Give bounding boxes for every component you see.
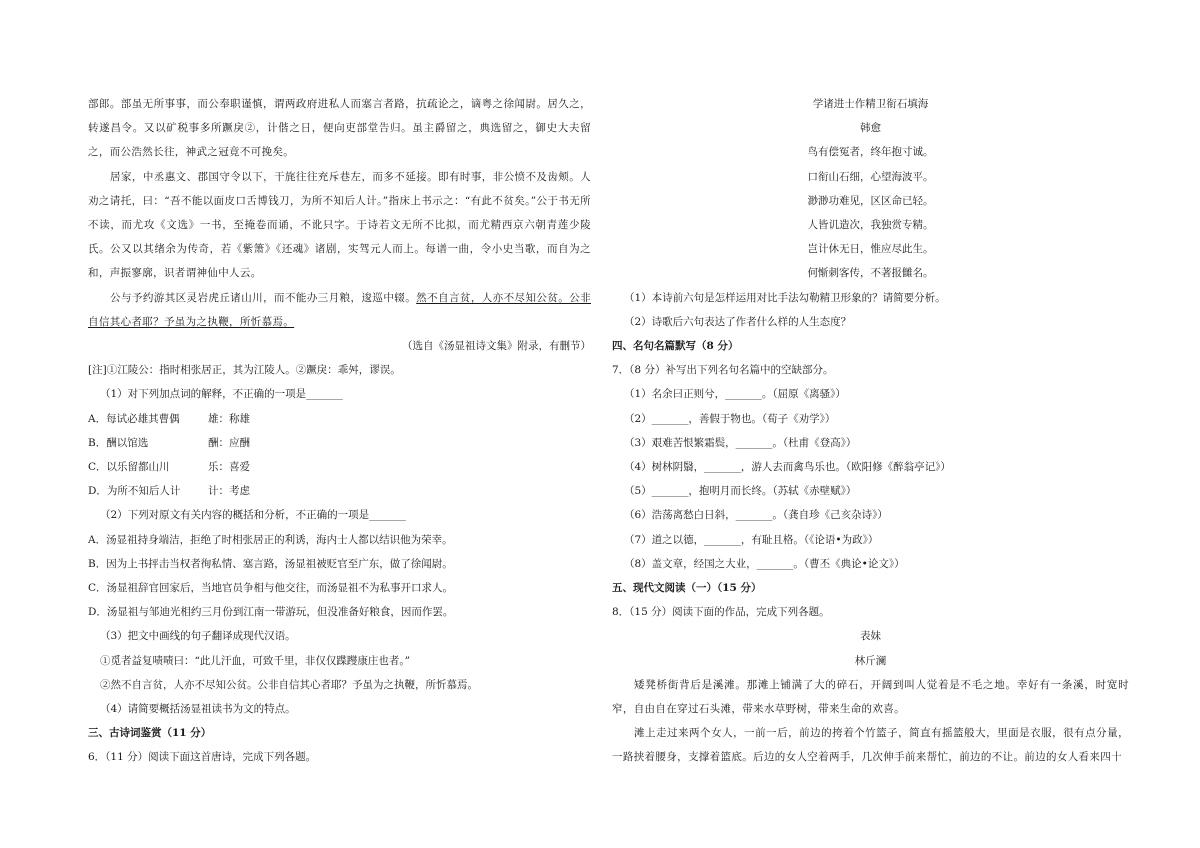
story-paragraph-1: 矮凳桥街背后是溪滩。那滩上铺满了大的碎石，开阔到叫人觉着是不毛之地。幸好有一条溪，时宽时窄，自由自在穿过石头滩，带来水草野树，带来生命的欢喜。 [612, 678, 1129, 716]
section-4-heading: 四、名句名篇默写（8 分） [612, 340, 739, 353]
left-column [88, 92, 591, 770]
story-title: 表妹 [860, 630, 881, 643]
poem-question-2: （2）诗歌后六句表达了作者什么样的人生态度？ [624, 315, 852, 328]
q7-item: （6）浩荡离愁白日斜，_______。（龚自珍《己亥杂诗》） [624, 509, 888, 522]
question-1: （1）对下列加点词的解释，不正确的一项是_______ [100, 388, 343, 401]
story-paragraph-2: 滩上走过来两个女人，一前一后，前边的挎着个竹篮子，简直有摇篮般大，里面是衣服，很有点分量，一路挟着腰身，支撑着篮底。后边的女人空着两手，几次伸手前来帮忙，前边的不让。前边的女人看来四十 [612, 727, 1129, 764]
q3-item-2: ②然不自言贫，人亦不尽知公贫。公非自信其心者耶？予虽为之执鞭，所忻慕焉。 [100, 678, 478, 691]
q1-option-b: B．酬以馆选 酬：应酬 [88, 436, 250, 449]
underlined-sentence: 然不自言贫，人亦不尽知公贫。公非自信其心者耶？予虽为之执鞭，所忻慕焉。 [88, 291, 591, 328]
biography-paragraph-2: 居家，中丞惠文、郡国守令以下，干旄往往充斥巷左，而多不延接。即有时事，非公愤不及齿颊。人劝之请托，曰：“吾不能以面皮口舌博钱刀，为所不知后人计。”指床上书示之：“有此不贫矣。”公于书无所不读，而尤攻《文选》一书，至掩卷而诵，不讹只字。于诗若文无所不比拟，而尤精西京六朝青莲少陵氏。公又以其绪余为传奇，若《紫箫》《还魂》诸剧，实驾元人而上。每谱一曲，令小史当歌，而自为之和，声振寥廓，识者谓神仙中人云。 [88, 170, 591, 280]
question-2: （2）下列对原文有关内容的概括和分析，不正确的一项是_______ [100, 509, 406, 522]
biography-paragraph-3 [88, 286, 591, 334]
right-column [612, 92, 1129, 770]
poem-line: 人皆讥造次，我独赏专精。 [807, 219, 934, 232]
question-4: （4）请简要概括汤显祖读书为文的特点。 [100, 703, 296, 716]
section-5-heading: 五、现代文阅读（一）（15 分） [612, 582, 762, 595]
question-7: 7．（8 分）补写出下列名句名篇中的空缺部分。 [612, 364, 834, 377]
q7-item: （1）名余曰正则兮，_______。（屈原《离骚》） [624, 388, 846, 401]
poem-question-1: （1）本诗前六句是怎样运用对比手法勾勒精卫形象的？请简要分析。 [624, 291, 946, 304]
q1-option-c: C．以乐留都山川 乐：喜爱 [88, 461, 250, 474]
question-6: 6．（11 分）阅读下面这首唐诗，完成下列各题。 [88, 751, 317, 764]
q7-item: （3）艰难苦恨繁霜鬓，_______。（杜甫《登高》） [624, 436, 857, 449]
q1-option-d: D．为所不知后人计 计：考虑 [88, 485, 250, 498]
poem-line: 口衔山石细，心望海波平。 [807, 170, 934, 183]
question-8: 8．（15 分）阅读下面的作品，完成下列各题。 [612, 606, 830, 619]
q2-option-d: D．汤显祖与邹迪光相约三月份到江南一带游玩，但没准备好粮食，因而作罢。 [88, 606, 454, 619]
poem-author: 韩愈 [860, 122, 881, 135]
biography-paragraph-1: 部郎。部虽无所事事，而公奉职谨慎，谓两政府进私人而塞言者路，抗疏论之，谪粤之徐闻尉。居久之，转遂昌令。又以矿税事多所蹶戾②，计偕之日，便向吏部堂告归。虽主爵留之，典选留之，御史大夫留之，而公浩然长往，神武之冠竟不可挽矣。 [88, 98, 591, 159]
section-3-heading: 三、古诗词鉴赏（11 分） [88, 727, 212, 740]
q1-option-a: A．每试必雄其曹偶 雄：称雄 [88, 412, 250, 425]
q2-option-c: C．汤显祖辞官回家后，当地官员争相与他交往，而汤显祖不为私事开口求人。 [88, 582, 454, 595]
q7-item: （8）盖文章，经国之大业，_______。（曹丕《典论•论文》） [624, 557, 905, 570]
q7-item: （4）树林阴翳，_______，游人去而禽鸟乐也。（欧阳修《醉翁亭记》） [624, 461, 951, 474]
q2-option-a: A．汤显祖持身端洁，拒绝了时相张居正的利诱，海内士人都以结识他为荣幸。 [88, 533, 453, 546]
q3-item-1: ①觅者益复啧啧曰：“此儿汗血，可致千里，非仅仅蹀躞康庄也者。” [100, 654, 410, 667]
source-citation: （选自《汤显祖诗文集》附录，有删节） [402, 340, 591, 353]
poem-line: 岂计休无日，惟应尽此生。 [807, 243, 934, 256]
annotation-note: [注]①江陵公：指时相张居正，其为江陵人。②蹶戾：乖舛，谬误。 [88, 364, 401, 377]
poem-line: 鸟有偿冤者，终年抱寸诚。 [807, 146, 934, 159]
poem-line: 何惭刺客传，不著报雠名。 [807, 267, 934, 280]
q7-item: （2）_______，善假于物也。（荀子《劝学》） [624, 412, 836, 425]
q2-option-b: B．因为上书抨击当权者徇私情、塞言路，汤显祖被贬官至广东，做了徐闻尉。 [88, 557, 453, 570]
q7-item: （7）道之以德，_______，有耻且格。（《论语•为政》） [624, 533, 879, 546]
paragraph-3-text: 公与予约游其区灵岩虎丘诸山川，而不能办三月粮，逡巡中辍。 [110, 291, 417, 304]
story-author: 林斤澜 [854, 654, 887, 667]
poem-title: 学诸进士作精卫衔石填海 [812, 98, 929, 110]
q7-item: （5）_______，抱明月而长终。（苏轼《赤壁赋》） [624, 485, 857, 498]
question-3: （3）把文中画线的句子翻译成现代汉语。 [100, 630, 296, 643]
poem-line: 渺渺功难见，区区命已轻。 [807, 194, 934, 207]
